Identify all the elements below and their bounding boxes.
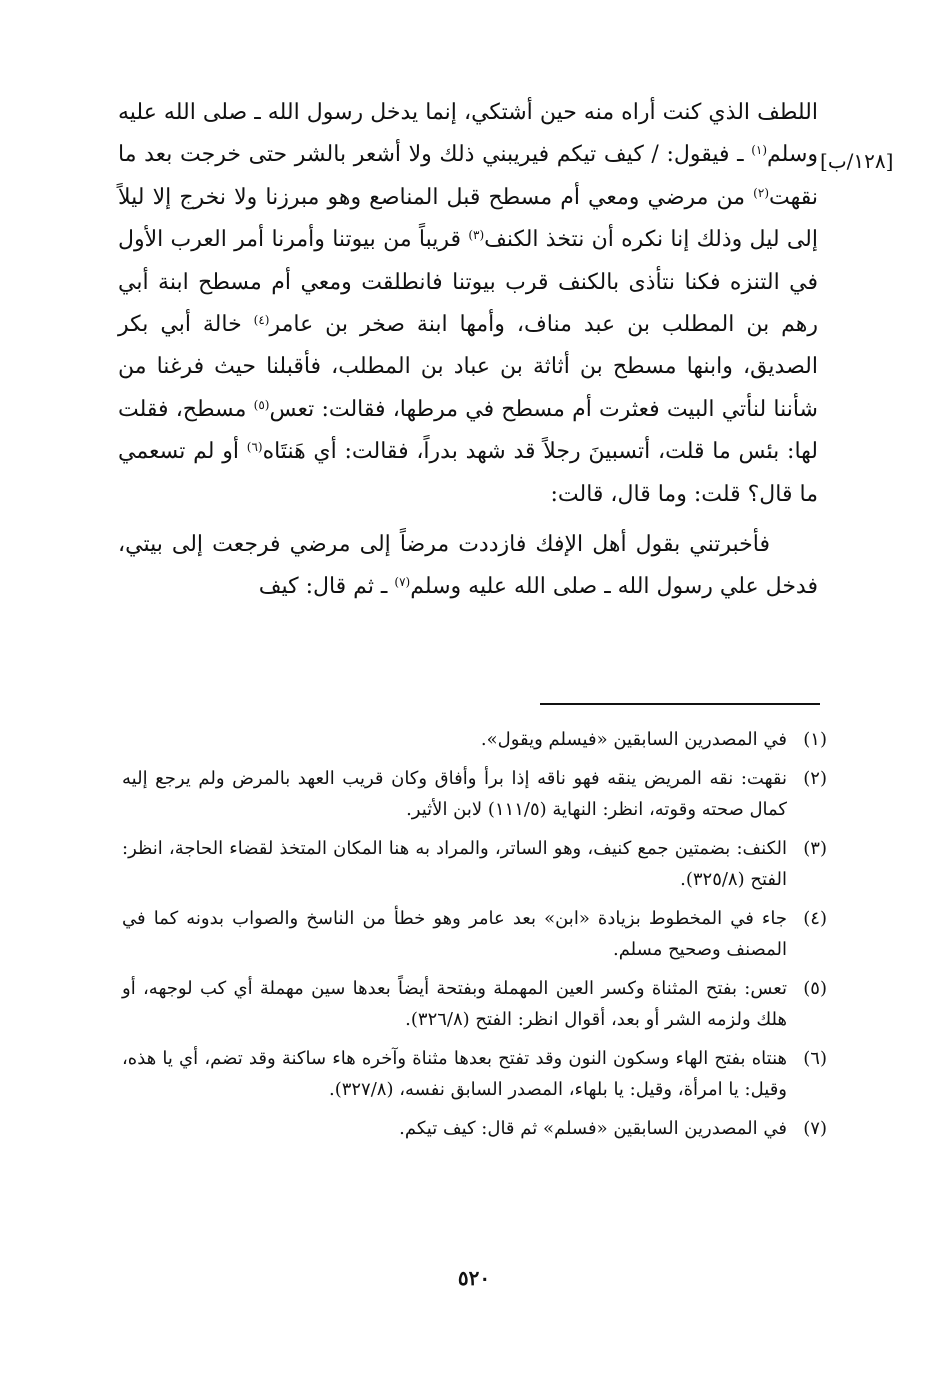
footnote-text: في المصدرين السابقين «فيسلم ويقول». [480,729,787,750]
footnote-marker: (٢) [753,185,769,200]
footnote-marker: (٥) [253,397,270,412]
footnote [122,973,827,1036]
footnote-text: الكنف: بضمتين جمع كنيف، وهو الساتر، والمراد به هنا المكان المتخذ لقضاء الحاجة، انظر: الفتح (٣٢٥/٨). [122,837,787,890]
footnote [122,1043,827,1106]
footnote-marker: (٤) [253,313,270,328]
paragraph-1: اللطف الذي كنت أراه منه حين أشتكي، إنما يدخل رسول الله ـ صلى الله عليه وسلم$^{(١)}$ ـ فيقول: / كيف تيكم فيريبني ذلك ولا أشعر بالشر حتى خرجت بعد ما نقهت$^{(٢)}$ من مرضي ومعي أم مسطح قبل المناصع وهو مبرزنا ولا نخرج إلا ليلاً إلى ليل وذلك إنا نكره أن نتخذ الكنف$^{(٣)}$ قريباً من بيوتنا وأمرنا أمر العرب الأول في التنزه فكنا نتأذى بالكنف قرب بيوتنا فانطلقت ومعي أم مسطح ابنة أبي رهم بن المطلب بن عبد مناف، وأمها ابنة صخر بن عامر$^{(٤)}$ خالة أبي بكر الصديق، وابنها مسطح بن أثاثة بن عباد بن المطلب، فأقبلنا حيث فرغنا من شأننا لنأتي البيت فعثرت أم مسطح في مرطها، فقالت: تعس$^{(٥)}$ مسطح، فقلت لها: بئس ما قلت، أتسبينَ رجلاً قد شهد بدراً، فقالت: أي هَنتَاه$^{(٦)}$ أو لم تسعمي ما قال؟ قلت: وما قال، قالت: [118,100,819,507]
footnote [122,1113,827,1145]
footnote-number: (٢) [803,767,827,789]
footnote-text: جاء في المخطوط بزيادة «ابن» بعد عامر وهو خطأ من الناسخ والصواب بدونه كما في المصنف وصحيح مسلم. [122,907,787,960]
footnote-number: (٣) [803,837,827,859]
footnote-text: في المصدرين السابقين «فسلم» ثم قال: كيف تيكم. [399,1117,787,1139]
footnote-number: (٦) [803,1047,827,1069]
footnote [122,833,827,896]
main-text [118,92,818,609]
footnote-number: (٥) [803,977,827,999]
footnote-number: (٤) [803,907,827,929]
footnotes [122,724,827,1151]
footnote-text: تعس: بفتح المثناة وكسر العين المهملة وبفتحة أيضاً بعدها سين مهملة أي كب لوجهه، أو هلك ولزمه الشر أو بعد، أقوال انظر: الفتح (٣٢٦/٨). [122,977,787,1030]
footnote-number: (١) [803,729,827,750]
footnote-divider [540,703,820,705]
paragraph-2: فأخبرتني بقول أهل الإفك فازددت مرضاً إلى مرضي فرجعت إلى بيتي، فدخل علي رسول الله ـ صلى الله عليه وسلم$^{(٧)}$ ـ ثم قال: كيف [118,532,818,600]
footnote-marker: (٣) [468,228,485,243]
footnote [122,763,827,826]
footnote [122,903,827,966]
footnote-marker: (٦) [246,440,263,455]
footnote-marker: (١) [751,143,768,158]
manuscript-folio-reference: [١٢٨/ب] [820,149,894,173]
footnote-text: نقهت: نقه المريض ينقه فهو ناقه إذا برأ وأفاق وكان قريب العهد بالمرض ولم يرجع إليه كمال صحته وقوته، انظر: النهاية (١١١/٥) لابن الأثير. [122,767,787,820]
footnote [122,724,827,756]
footnote-text: هنتاه بفتح الهاء وسكون النون وقد تفتح بعدها مثناة وآخره هاء ساكنة وقد تضم، أي يا هذه، وقيل: يا امرأة، وقيل: يا بلهاء، المصدر السابق نفسه، (٣٢٧/٨). [122,1047,787,1100]
footnote-marker: (٧) [394,575,411,590]
footnote-number: (٧) [803,1117,827,1139]
page-number: ٥٢٠ [457,1266,491,1290]
